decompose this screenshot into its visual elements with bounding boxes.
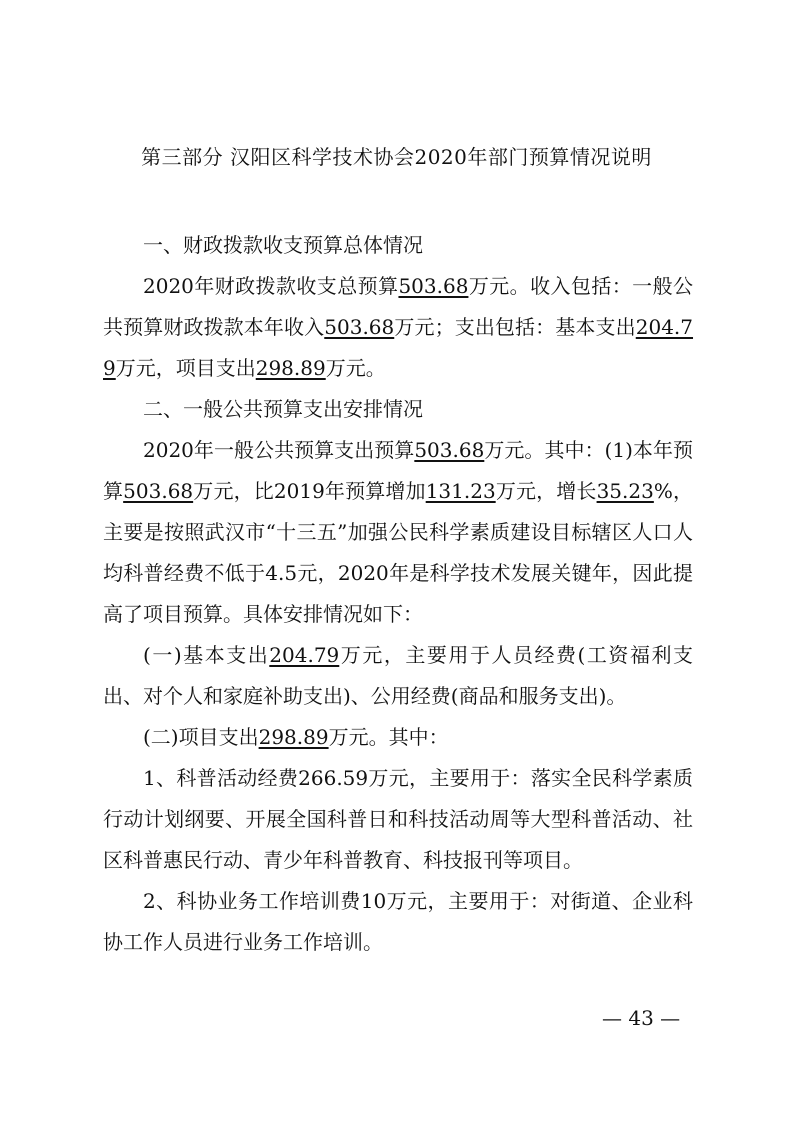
page-number: — 43 —	[602, 1006, 681, 1030]
public-budget-expense-value: 503.68	[414, 438, 485, 462]
basic-expense-value: 204.79	[103, 315, 694, 380]
text-run: (一)基本支出	[143, 643, 270, 667]
project-expense-value: 298.89	[255, 356, 326, 380]
document-body	[103, 225, 693, 963]
total-budget-value: 503.68	[398, 274, 469, 298]
text-run: 2020年一般公共预算支出预算	[143, 438, 415, 462]
text-run: 万元。	[325, 356, 386, 380]
section2-paragraph-3	[103, 717, 693, 758]
text-run: 万元。其中：(1)本年预算	[103, 438, 693, 503]
text-run: 万元，比2019年预算增加	[193, 479, 426, 503]
growth-rate-value: 35.23	[596, 479, 654, 503]
section2-paragraph-1	[103, 430, 693, 635]
budget-increase-value: 131.23	[425, 479, 496, 503]
section2-paragraph-4: 1、科普活动经费266.59万元，主要用于：落实全民科学素质行动计划纲要、开展全国科普日和科技活动周等大型科普活动、社区科普惠民行动、青少年科普教育、科技报刊等项目。	[103, 766, 693, 872]
section2-paragraph-2	[103, 635, 693, 717]
text-run: 2020年财政拨款收支总预算	[143, 274, 399, 298]
text-run: 万元；支出包括：基本支出	[394, 315, 636, 339]
text-run: 万元，项目支出	[115, 356, 256, 380]
text-run: 万元。收入包括：一般公共预算财政拨款本年收入	[103, 274, 693, 339]
text-run: %，主要是按照武汉市“十三五”加强公民科学素质建设目标辖区人口人均科普经费不低于4.5元，2020年是科学技术发展关键年，因此提高了项目预算。具体安排情况如下：	[103, 479, 693, 626]
text-run: (二)项目支出	[143, 725, 259, 749]
section2-paragraph-5: 2、科协业务工作培训费10万元，主要用于：对街道、企业科协工作人员进行业务工作培训。	[103, 889, 693, 954]
public-budget-income-value: 503.68	[324, 315, 395, 339]
section1-heading: 一、财政拨款收支预算总体情况	[143, 233, 423, 257]
project-expense-value: 298.89	[258, 725, 329, 749]
basic-expense-value: 204.79	[269, 643, 340, 667]
text-run: 万元，主要用于人员经费(工资福利支出、对个人和家庭补助支出)、公用经费(商品和服务支出)。	[103, 643, 693, 708]
section2-heading: 二、一般公共预算支出安排情况	[143, 397, 423, 421]
text-run: 万元。其中：	[328, 725, 449, 749]
current-year-budget-value: 503.68	[123, 479, 194, 503]
page-title: 第三部分 汉阳区科学技术协会2020年部门预算情况说明	[141, 145, 652, 169]
section1-paragraph	[103, 266, 693, 389]
text-run: 万元，增长	[495, 479, 597, 503]
